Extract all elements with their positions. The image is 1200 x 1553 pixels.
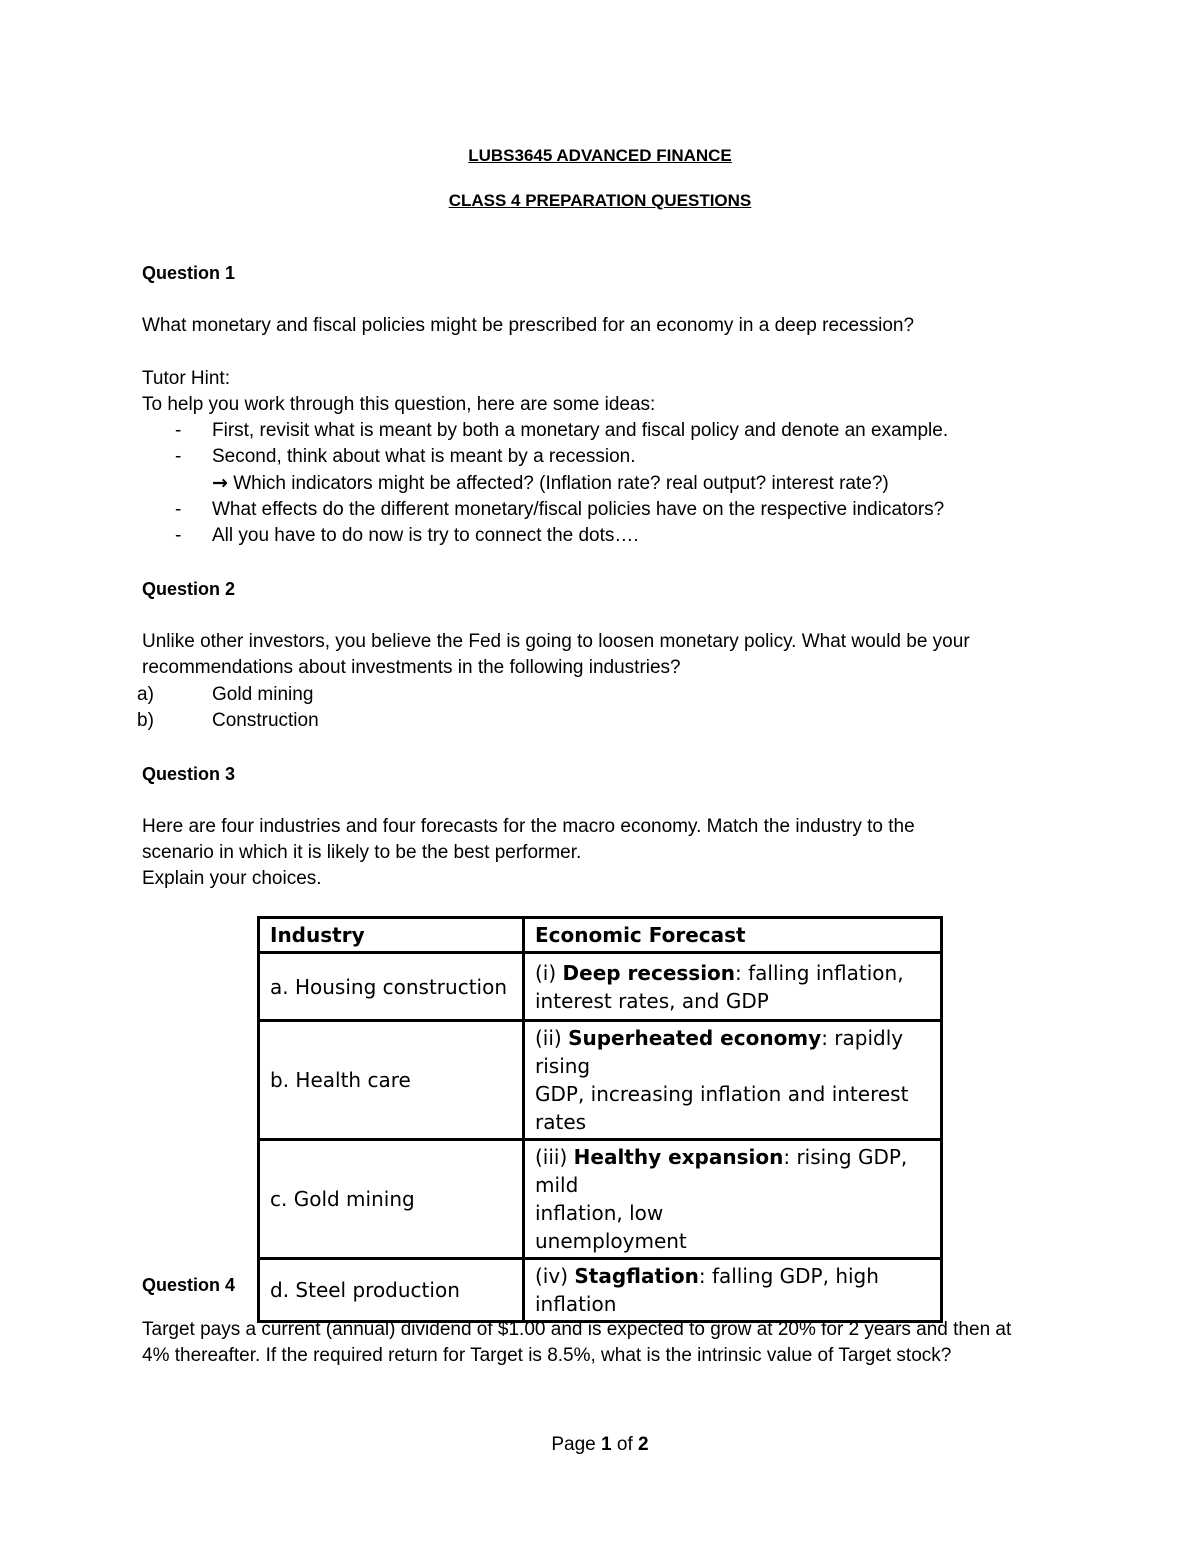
- table-row: [259, 1021, 942, 1140]
- list-item: - First, revisit what is meant by both a monetary and fiscal policy and denote an example.: [142, 418, 1062, 444]
- option-label: a): [137, 684, 154, 705]
- column-header-forecast: Economic Forecast: [524, 918, 942, 953]
- question-4-prompt: Target pays a current (annual) dividend of $1.00 and is expected to grow at 20% for 2 years and then at 4% thereafter. If the required return for Target is 8.5%, what is the intrinsic value of Target stock?: [142, 1319, 1012, 1366]
- tutor-hint-label: Tutor Hint:: [142, 368, 230, 389]
- forecast-cell: (i) Deep recession: falling inflation, interest rates, and GDP: [524, 953, 942, 1021]
- table-row: [259, 1259, 942, 1322]
- industry-cell: b. Health care: [259, 1021, 524, 1140]
- table-row: [259, 1140, 942, 1259]
- list-item: - Second, think about what is meant by a recession.: [142, 444, 1062, 470]
- industry-cell: c. Gold mining: [259, 1140, 524, 1259]
- question-1-prompt: What monetary and fiscal policies might be prescribed for an economy in a deep recession?: [142, 315, 915, 336]
- question-4-heading: Question 4: [142, 1275, 236, 1295]
- industry-forecast-table: [257, 916, 943, 1323]
- page-number: Page 1 of 2: [551, 1434, 649, 1455]
- table-header-row: [259, 918, 942, 953]
- option-list: [137, 682, 1062, 734]
- question-2-heading: Question 2: [142, 579, 236, 599]
- list-item: - All you have to do now is try to connect the dots….: [142, 523, 1062, 549]
- list-item: a) Gold mining: [142, 682, 1062, 708]
- question-3-prompt: Here are four industries and four forecasts for the macro economy. Match the industry to the scenario in which it is likely to be the best performer. Explain your choices.: [142, 816, 915, 889]
- question-3-heading: Question 3: [142, 764, 236, 784]
- bullet-dash: -: [175, 499, 182, 520]
- option-label: b): [137, 710, 154, 731]
- right-arrow-icon: →: [212, 472, 228, 494]
- table-row: [259, 953, 942, 1021]
- question-2-prompt: Unlike other investors, you believe the Fed is going to loosen monetary policy. What would be your recommendations about investments in the following industries?: [142, 631, 970, 678]
- tutor-hint-intro: To help you work through this question, here are some ideas:: [142, 394, 656, 415]
- forecast-cell: (ii) Superheated economy: rapidly rising GDP, increasing inflation and interest rates: [524, 1021, 942, 1140]
- bullet-dash: -: [175, 525, 182, 546]
- question-1-heading: Question 1: [142, 263, 236, 283]
- bullet-dash: -: [175, 446, 182, 467]
- forecast-cell: (iv) Stagflation: falling GDP, high inflation: [524, 1259, 942, 1322]
- forecast-cell: (iii) Healthy expansion: rising GDP, mild inflation, low unemployment: [524, 1140, 942, 1259]
- list-item: - What effects do the different monetary/fiscal policies have on the respective indicators?: [142, 497, 1062, 523]
- column-header-industry: Industry: [259, 918, 524, 953]
- document-subtitle: CLASS 4 PREPARATION QUESTIONS: [448, 191, 752, 210]
- sub-hint: → Which indicators might be affected? (Inflation rate? real output? interest rate?): [212, 472, 889, 494]
- hint-list: [175, 418, 1062, 549]
- list-item: b) Construction: [142, 708, 1062, 734]
- bullet-dash: -: [175, 420, 182, 441]
- industry-cell: d. Steel production: [259, 1259, 524, 1322]
- course-title: LUBS3645 ADVANCED FINANCE: [468, 146, 732, 165]
- industry-cell: a. Housing construction: [259, 953, 524, 1021]
